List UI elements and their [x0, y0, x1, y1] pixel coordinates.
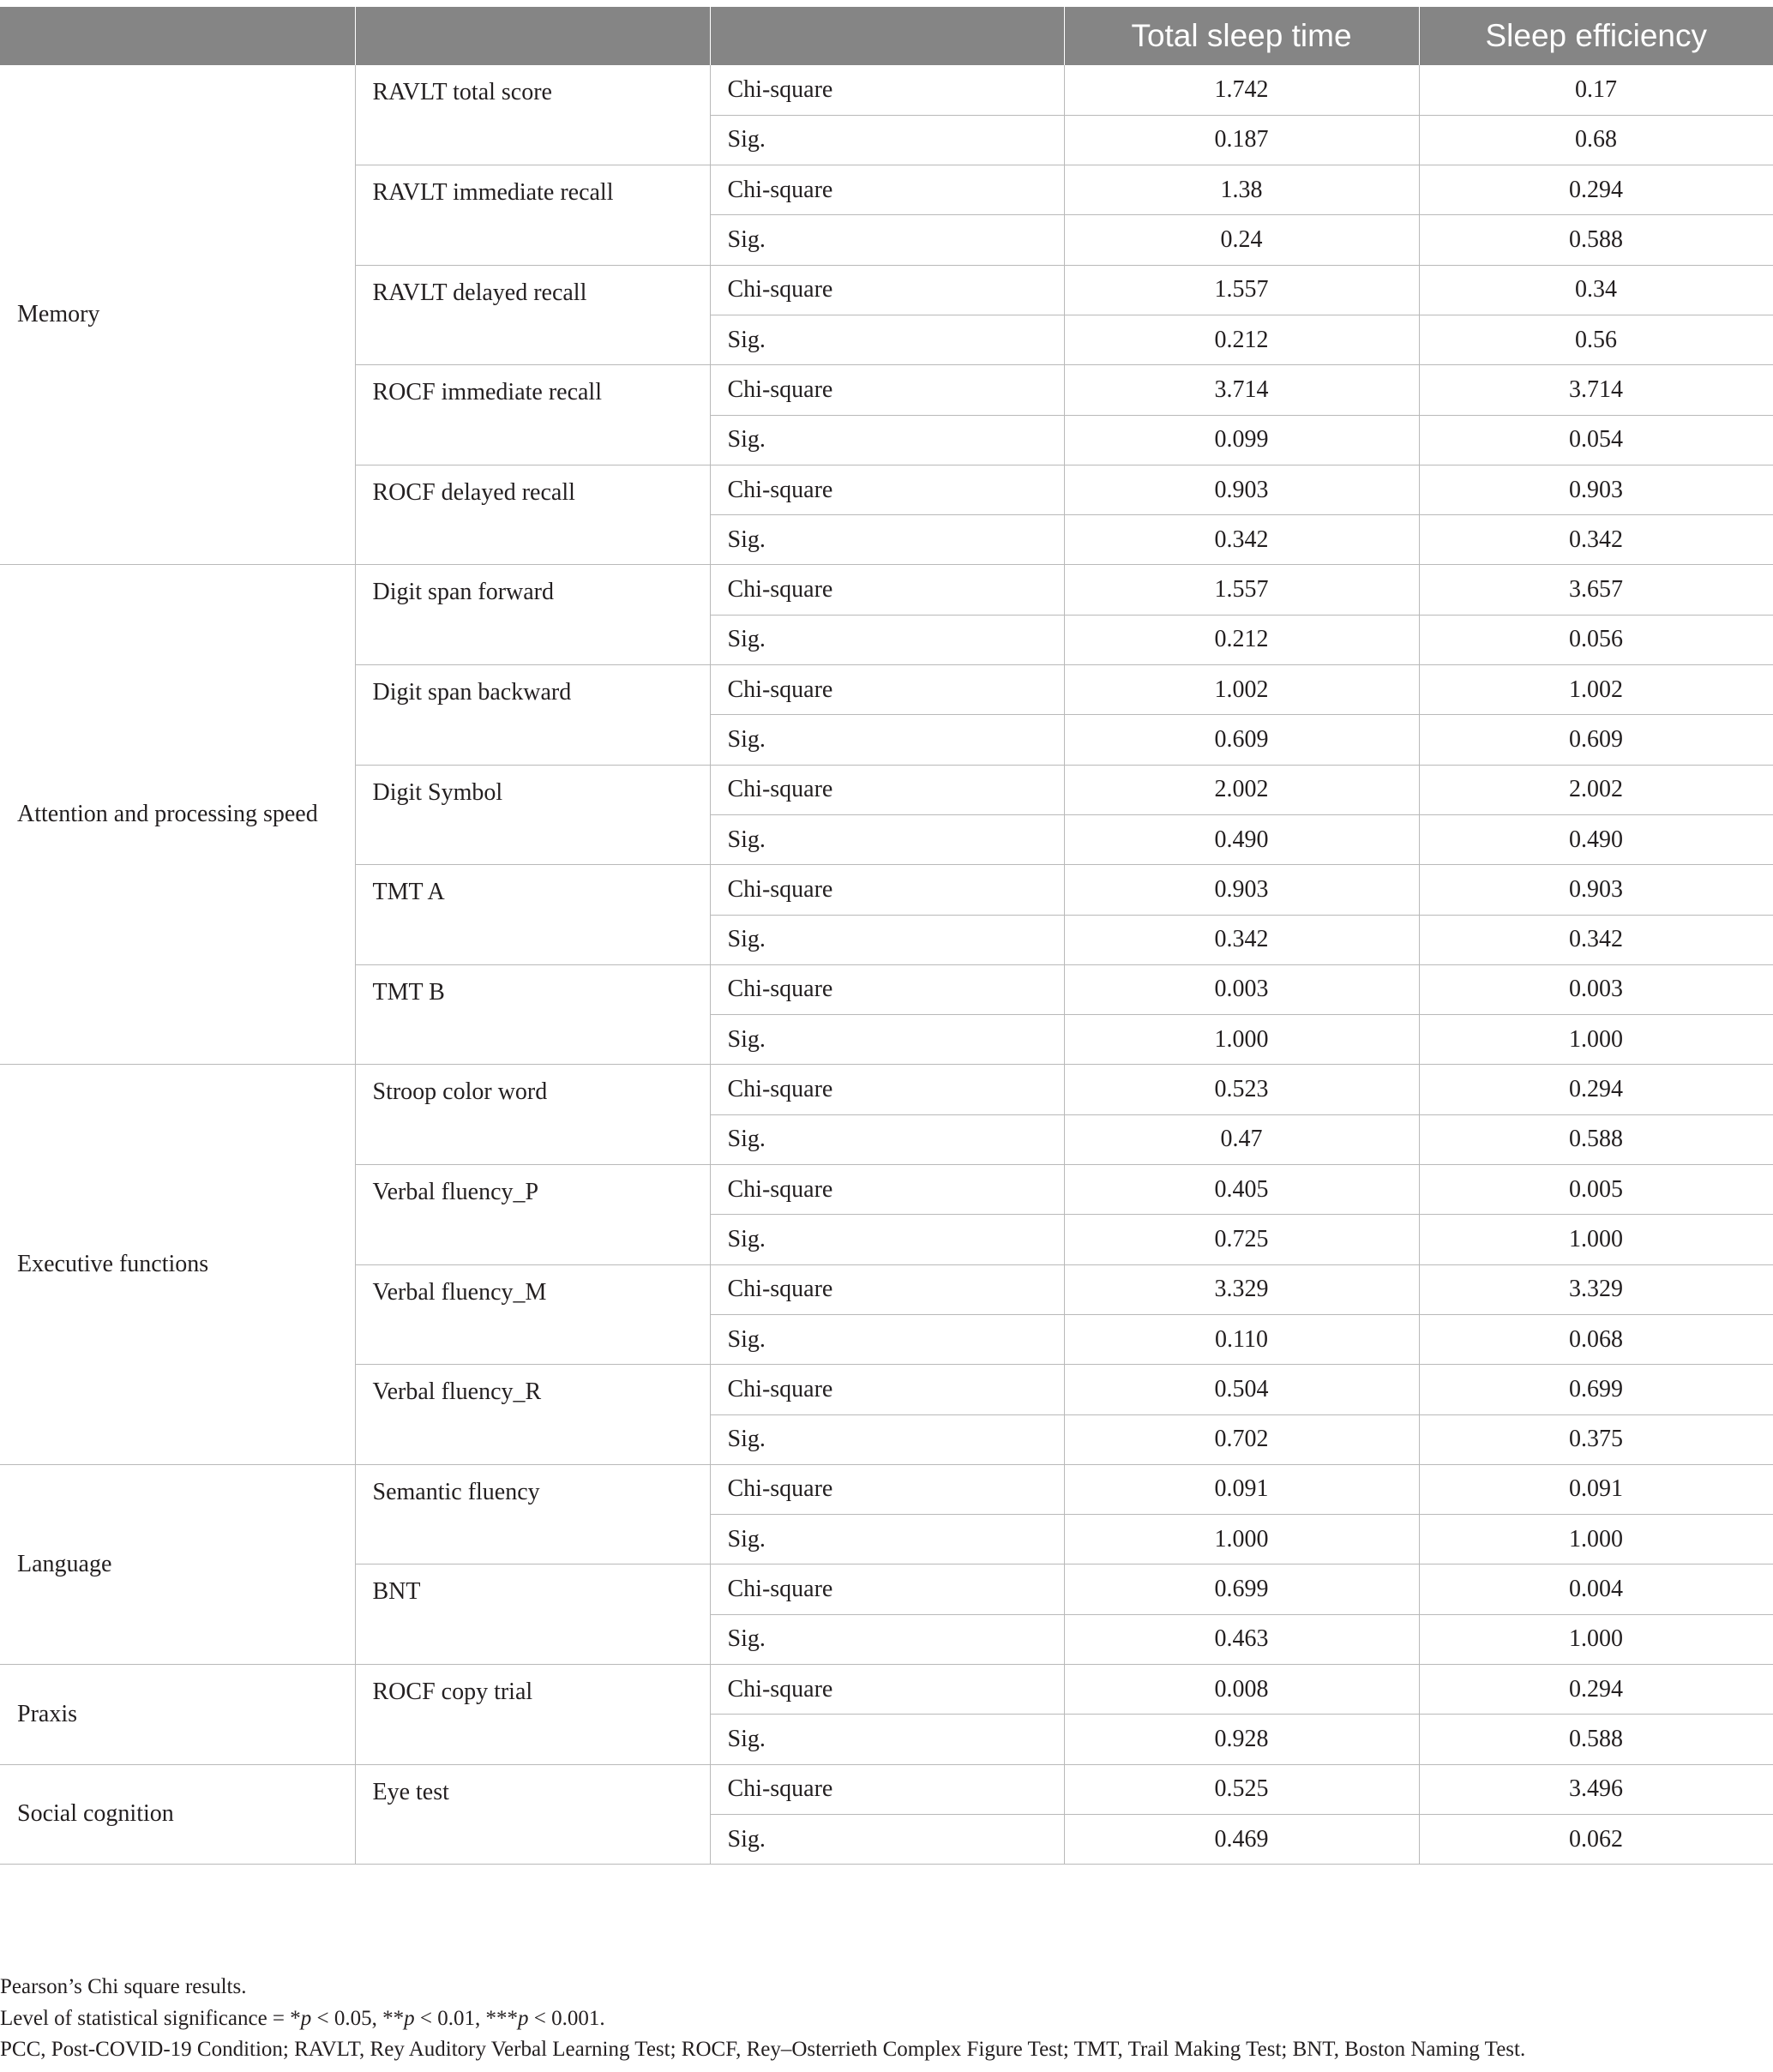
test-name-cell: Digit Symbol — [355, 765, 710, 865]
domain-cell: Memory — [0, 65, 355, 565]
statistic-label-cell: Chi-square — [710, 265, 1064, 315]
total-sleep-time-value: 0.47 — [1064, 1114, 1419, 1164]
statistic-label-cell: Chi-square — [710, 665, 1064, 715]
test-name-cell: RAVLT delayed recall — [355, 265, 710, 365]
test-name-cell: Eye test — [355, 1764, 710, 1865]
statistic-label-cell: Chi-square — [710, 65, 1064, 115]
total-sleep-time-value: 0.342 — [1064, 915, 1419, 964]
sleep-efficiency-value: 0.056 — [1419, 615, 1773, 664]
table-row — [0, 1065, 1773, 1114]
statistic-label-cell: Sig. — [710, 1314, 1064, 1364]
statistic-label-cell: Chi-square — [710, 565, 1064, 615]
total-sleep-time-value: 0.008 — [1064, 1665, 1419, 1715]
total-sleep-time-value: 1.38 — [1064, 165, 1419, 215]
total-sleep-time-value: 1.000 — [1064, 1515, 1419, 1565]
statistic-label-cell: Sig. — [710, 415, 1064, 465]
sleep-efficiency-value: 0.005 — [1419, 1165, 1773, 1215]
test-name-cell: Digit span backward — [355, 665, 710, 766]
statistic-label-cell: Chi-square — [710, 1165, 1064, 1215]
total-sleep-time-value: 1.002 — [1064, 665, 1419, 715]
sleep-efficiency-value: 0.091 — [1419, 1464, 1773, 1514]
domain-cell: Attention and processing speed — [0, 565, 355, 1065]
statistic-label-cell: Chi-square — [710, 465, 1064, 514]
test-name-cell: Semantic fluency — [355, 1464, 710, 1565]
total-sleep-time-value: 0.099 — [1064, 415, 1419, 465]
statistic-label-cell: Chi-square — [710, 1665, 1064, 1715]
footnote-significance — [0, 2003, 1525, 2035]
sleep-efficiency-value: 0.294 — [1419, 165, 1773, 215]
header-test — [355, 7, 710, 65]
p-symbol: p — [404, 2006, 415, 2030]
statistic-label-cell: Chi-square — [710, 1464, 1064, 1514]
sleep-efficiency-value: 0.903 — [1419, 465, 1773, 514]
significance-threshold-3: < 0.001. — [528, 2006, 605, 2030]
statistic-label-cell: Chi-square — [710, 1264, 1064, 1314]
total-sleep-time-value: 0.469 — [1064, 1814, 1419, 1864]
test-name-cell: Verbal fluency_R — [355, 1365, 710, 1465]
sleep-efficiency-value: 0.17 — [1419, 65, 1773, 115]
statistic-label-cell: Sig. — [710, 315, 1064, 364]
significance-prefix: Level of statistical significance = * — [0, 2006, 301, 2030]
test-name-cell: ROCF delayed recall — [355, 465, 710, 565]
test-name-cell: Verbal fluency_P — [355, 1165, 710, 1265]
statistic-label-cell: Sig. — [710, 814, 1064, 864]
test-name-cell: RAVLT immediate recall — [355, 165, 710, 266]
statistic-label-cell: Sig. — [710, 1015, 1064, 1065]
header-row — [0, 7, 1773, 65]
sleep-efficiency-value: 2.002 — [1419, 765, 1773, 814]
statistic-label-cell: Sig. — [710, 715, 1064, 765]
sleep-efficiency-value: 0.56 — [1419, 315, 1773, 364]
statistic-label-cell: Sig. — [710, 215, 1064, 265]
statistic-label-cell: Chi-square — [710, 1565, 1064, 1614]
chi-square-results-table — [0, 7, 1773, 1865]
sleep-efficiency-value: 3.714 — [1419, 365, 1773, 415]
domain-cell: Language — [0, 1464, 355, 1664]
total-sleep-time-value: 0.187 — [1064, 115, 1419, 165]
header-sleep-efficiency: Sleep efficiency — [1419, 7, 1773, 65]
total-sleep-time-value: 1.742 — [1064, 65, 1419, 115]
total-sleep-time-value: 0.24 — [1064, 215, 1419, 265]
total-sleep-time-value: 3.329 — [1064, 1264, 1419, 1314]
footnote-abbreviations: PCC, Post-COVID-19 Condition; RAVLT, Rey Auditory Verbal Learning Test; ROCF, Rey–Osterrieth Complex Figure Test; TMT, Trail Making Test; BNT, Boston Naming Test. — [0, 2038, 1526, 2061]
p-symbol: p — [518, 2006, 529, 2030]
total-sleep-time-value: 0.699 — [1064, 1565, 1419, 1614]
sleep-efficiency-value: 0.609 — [1419, 715, 1773, 765]
results-table-container — [0, 7, 1773, 1865]
sleep-efficiency-value: 0.490 — [1419, 814, 1773, 864]
statistic-label-cell: Chi-square — [710, 1764, 1064, 1814]
table-row — [0, 1665, 1773, 1715]
statistic-label-cell: Sig. — [710, 1715, 1064, 1764]
header-domain — [0, 7, 355, 65]
sleep-efficiency-value: 0.699 — [1419, 1365, 1773, 1414]
footnote-test-type: Pearson’s Chi square results. — [0, 1975, 247, 1998]
test-name-cell: ROCF copy trial — [355, 1665, 710, 1765]
total-sleep-time-value: 0.490 — [1064, 814, 1419, 864]
total-sleep-time-value: 0.212 — [1064, 315, 1419, 364]
test-name-cell: Verbal fluency_M — [355, 1264, 710, 1365]
table-header — [0, 7, 1773, 65]
sleep-efficiency-value: 3.657 — [1419, 565, 1773, 615]
sleep-efficiency-value: 3.329 — [1419, 1264, 1773, 1314]
sleep-efficiency-value: 3.496 — [1419, 1764, 1773, 1814]
sleep-efficiency-value: 0.062 — [1419, 1814, 1773, 1864]
header-total-sleep-time: Total sleep time — [1064, 7, 1419, 65]
significance-threshold-1: < 0.05, ** — [311, 2006, 405, 2030]
statistic-label-cell: Sig. — [710, 1414, 1064, 1464]
sleep-efficiency-value: 0.003 — [1419, 964, 1773, 1014]
sleep-efficiency-value: 0.068 — [1419, 1314, 1773, 1364]
test-name-cell: RAVLT total score — [355, 65, 710, 165]
sleep-efficiency-value: 0.68 — [1419, 115, 1773, 165]
sleep-efficiency-value: 0.34 — [1419, 265, 1773, 315]
statistic-label-cell: Sig. — [710, 1614, 1064, 1664]
test-name-cell: BNT — [355, 1565, 710, 1665]
total-sleep-time-value: 0.504 — [1064, 1365, 1419, 1414]
total-sleep-time-value: 0.110 — [1064, 1314, 1419, 1364]
sleep-efficiency-value: 0.342 — [1419, 915, 1773, 964]
total-sleep-time-value: 1.000 — [1064, 1015, 1419, 1065]
sleep-efficiency-value: 0.588 — [1419, 215, 1773, 265]
sleep-efficiency-value: 0.342 — [1419, 515, 1773, 565]
table-row — [0, 565, 1773, 615]
domain-cell: Social cognition — [0, 1764, 355, 1865]
significance-threshold-2: < 0.01, *** — [414, 2006, 518, 2030]
statistic-label-cell: Chi-square — [710, 765, 1064, 814]
total-sleep-time-value: 0.609 — [1064, 715, 1419, 765]
domain-cell: Praxis — [0, 1665, 355, 1765]
table-footnotes — [0, 1972, 1525, 2066]
statistic-label-cell: Sig. — [710, 615, 1064, 664]
statistic-label-cell: Chi-square — [710, 964, 1064, 1014]
table-body — [0, 65, 1773, 1865]
total-sleep-time-value: 0.903 — [1064, 465, 1419, 514]
total-sleep-time-value: 0.003 — [1064, 964, 1419, 1014]
total-sleep-time-value: 0.523 — [1064, 1065, 1419, 1114]
test-name-cell: Stroop color word — [355, 1065, 710, 1165]
sleep-efficiency-value: 1.000 — [1419, 1614, 1773, 1664]
total-sleep-time-value: 0.212 — [1064, 615, 1419, 664]
total-sleep-time-value: 0.903 — [1064, 865, 1419, 915]
statistic-label-cell: Chi-square — [710, 1065, 1064, 1114]
test-name-cell: Digit span forward — [355, 565, 710, 665]
test-name-cell: ROCF immediate recall — [355, 365, 710, 465]
total-sleep-time-value: 0.928 — [1064, 1715, 1419, 1764]
statistic-label-cell: Sig. — [710, 1215, 1064, 1264]
statistic-label-cell: Chi-square — [710, 165, 1064, 215]
total-sleep-time-value: 0.702 — [1064, 1414, 1419, 1464]
total-sleep-time-value: 0.525 — [1064, 1764, 1419, 1814]
sleep-efficiency-value: 0.054 — [1419, 415, 1773, 465]
domain-cell: Executive functions — [0, 1065, 355, 1464]
sleep-efficiency-value: 1.000 — [1419, 1515, 1773, 1565]
p-symbol: p — [300, 2006, 312, 2030]
total-sleep-time-value: 0.463 — [1064, 1614, 1419, 1664]
statistic-label-cell: Chi-square — [710, 865, 1064, 915]
sleep-efficiency-value: 1.000 — [1419, 1215, 1773, 1264]
total-sleep-time-value: 2.002 — [1064, 765, 1419, 814]
test-name-cell: TMT A — [355, 865, 710, 965]
total-sleep-time-value: 1.557 — [1064, 565, 1419, 615]
sleep-efficiency-value: 1.002 — [1419, 665, 1773, 715]
total-sleep-time-value: 1.557 — [1064, 265, 1419, 315]
total-sleep-time-value: 0.405 — [1064, 1165, 1419, 1215]
header-statistic — [710, 7, 1064, 65]
table-row — [0, 1764, 1773, 1814]
sleep-efficiency-value: 0.004 — [1419, 1565, 1773, 1614]
test-name-cell: TMT B — [355, 964, 710, 1065]
statistic-label-cell: Sig. — [710, 1114, 1064, 1164]
table-row — [0, 65, 1773, 115]
statistic-label-cell: Sig. — [710, 515, 1064, 565]
sleep-efficiency-value: 0.294 — [1419, 1065, 1773, 1114]
sleep-efficiency-value: 1.000 — [1419, 1015, 1773, 1065]
statistic-label-cell: Sig. — [710, 915, 1064, 964]
total-sleep-time-value: 0.091 — [1064, 1464, 1419, 1514]
sleep-efficiency-value: 0.588 — [1419, 1715, 1773, 1764]
total-sleep-time-value: 0.725 — [1064, 1215, 1419, 1264]
statistic-label-cell: Sig. — [710, 1515, 1064, 1565]
statistic-label-cell: Chi-square — [710, 365, 1064, 415]
statistic-label-cell: Sig. — [710, 1814, 1064, 1864]
statistic-label-cell: Chi-square — [710, 1365, 1064, 1414]
sleep-efficiency-value: 0.294 — [1419, 1665, 1773, 1715]
total-sleep-time-value: 0.342 — [1064, 515, 1419, 565]
table-row — [0, 1464, 1773, 1514]
statistic-label-cell: Sig. — [710, 115, 1064, 165]
sleep-efficiency-value: 0.588 — [1419, 1114, 1773, 1164]
sleep-efficiency-value: 0.903 — [1419, 865, 1773, 915]
sleep-efficiency-value: 0.375 — [1419, 1414, 1773, 1464]
total-sleep-time-value: 3.714 — [1064, 365, 1419, 415]
